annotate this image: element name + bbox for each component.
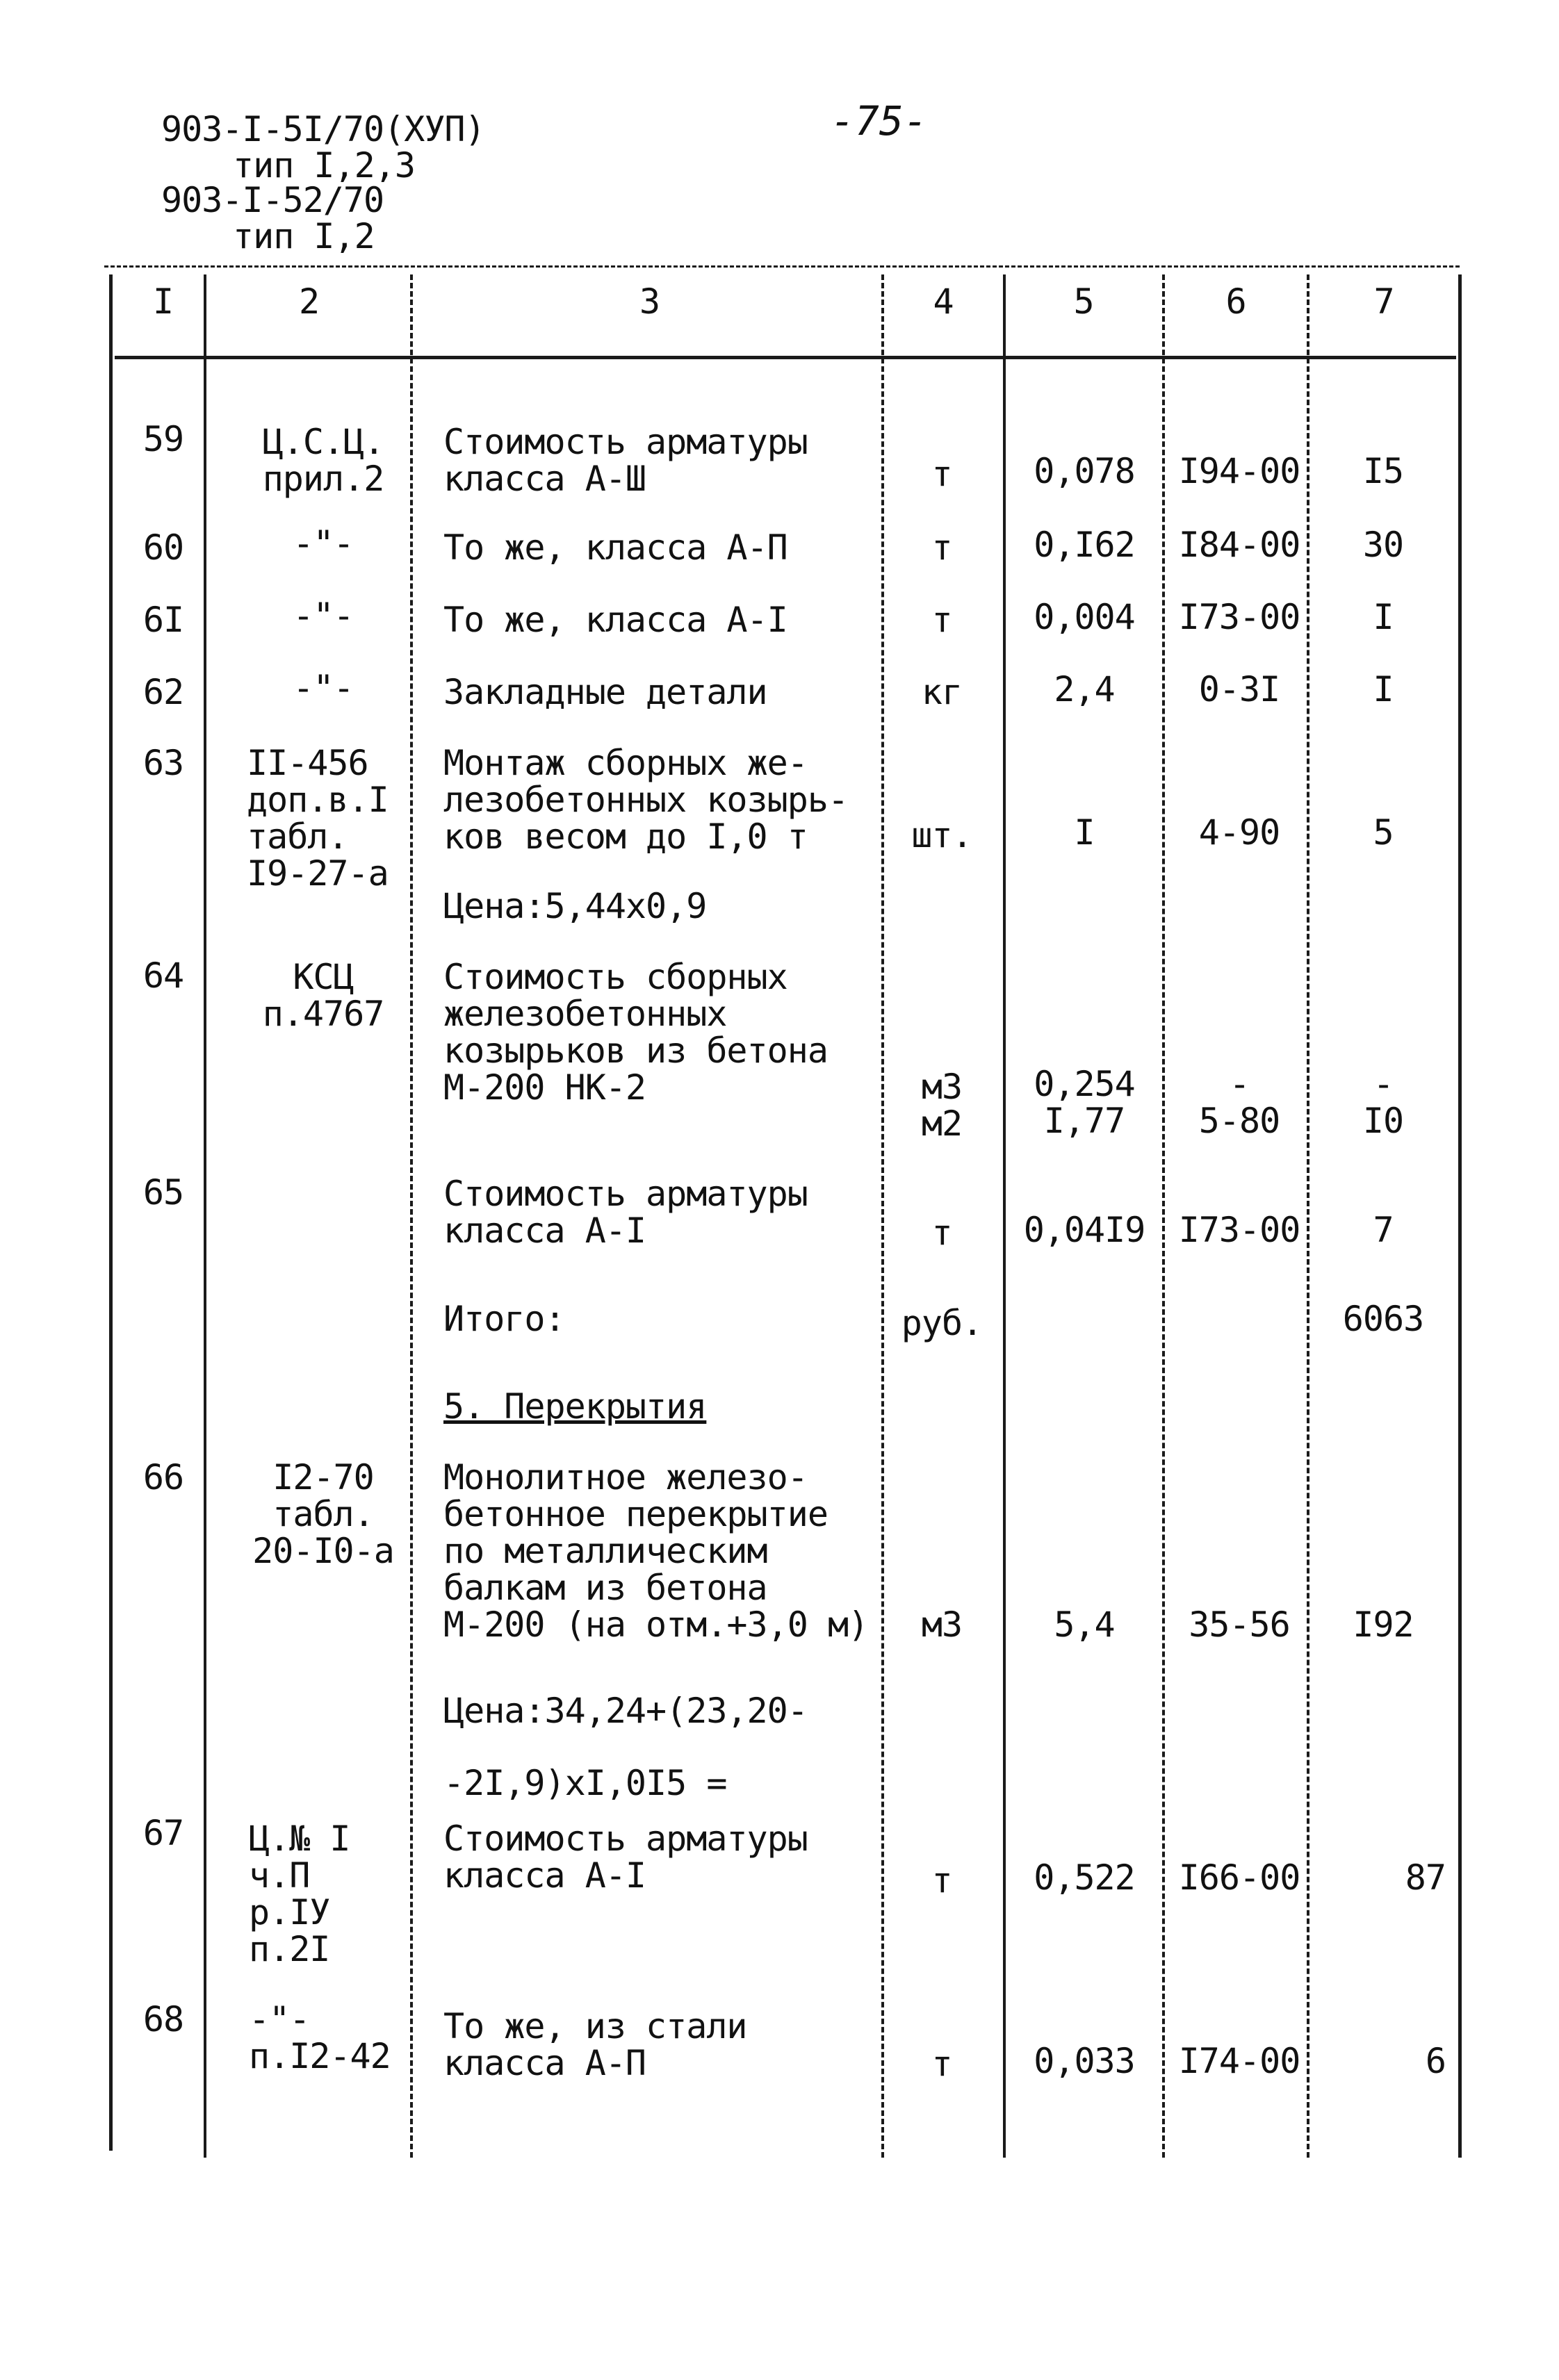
section-heading: 5. Перекрытия (443, 1386, 707, 1427)
row-67-desc: Стоимость арматуры класса А-I (443, 1819, 808, 1896)
col-header-6: 6 (1225, 281, 1247, 322)
row-59-num: 59 (142, 419, 184, 459)
row-59-total: I5 (1362, 451, 1404, 491)
row-64-qty: 0,254 I,77 (1034, 1064, 1135, 1141)
row-66-total: I92 (1353, 1605, 1414, 1645)
row-65-qty: 0,04I9 (1023, 1210, 1145, 1250)
row-63-num: 63 (142, 743, 184, 783)
col-header-4: 4 (933, 281, 954, 322)
row-63-price-note: Цена:5,44х0,9 (443, 886, 707, 926)
row-62-ref: -"- (293, 668, 354, 708)
row-64-total: - I0 (1362, 1064, 1404, 1141)
row-61-price: I73-00 (1178, 597, 1300, 637)
col-header-7: 7 (1373, 281, 1395, 322)
row-66-qty: 5,4 (1054, 1605, 1115, 1645)
row-62-total: I (1373, 669, 1394, 709)
row-62-desc: Закладные детали (443, 672, 767, 712)
row-68-qty: 0,033 (1034, 2041, 1135, 2081)
row-65-desc: Стоимость арматуры класса А-I (443, 1174, 808, 1251)
row-63-unit: шт. (911, 815, 972, 855)
row-66-desc: Монолитное железо- бетонное перекрытие по металлическим балкам из бетона М-200 (на отм.+3,0 м) (443, 1457, 869, 1645)
row-63-price: 4-90 (1198, 812, 1280, 853)
row-68-total: 6 (1425, 2041, 1446, 2081)
table-header-rule (115, 356, 1456, 359)
row-61-total: I (1373, 597, 1394, 637)
row-64-num: 64 (142, 955, 184, 996)
row-67-num: 67 (142, 1813, 184, 1853)
row-60-total: 30 (1362, 525, 1404, 565)
row-61-desc: То же, класса А-I (443, 600, 787, 640)
project-type-1: тип I,2,3 (233, 145, 415, 186)
row-66-price: 35-56 (1189, 1605, 1290, 1645)
row-63-total: 5 (1373, 812, 1394, 853)
row-59-qty: 0,078 (1034, 451, 1135, 491)
row-67-unit: т (931, 1860, 952, 1901)
col-header-2: 2 (298, 281, 320, 322)
col-header-3: 3 (639, 281, 661, 322)
table-top-rule (104, 265, 1460, 268)
row-59-ref: Ц.С.Ц. прил.2 (262, 422, 384, 499)
project-code-1: 903-I-5I/70(ХУП) (161, 109, 485, 149)
row-63-qty: I (1074, 812, 1095, 853)
row-65-unit: т (931, 1213, 952, 1253)
project-type-2: тип I,2 (233, 216, 375, 256)
row-68-unit: т (931, 2044, 952, 2084)
row-60-unit: т (931, 527, 952, 568)
row-66-price-note: Цена:34,24+(23,20- -2I,9)хI,0I5 = (443, 1691, 808, 1803)
row-68-ref: -"- п.I2-42 (249, 1999, 391, 2076)
row-67-total: 87 (1405, 1857, 1446, 1898)
col-border-7 (1458, 274, 1462, 2158)
row-68-desc: То же, из стали класса А-П (443, 2006, 747, 2083)
row-62-unit: кг (921, 672, 963, 712)
row-66-unit: м3 (921, 1605, 963, 1645)
row-60-ref: -"- (293, 523, 354, 564)
row-61-ref: -"- (293, 596, 354, 636)
page-number: -75- (831, 97, 928, 145)
row-66-ref: I2-70 табл. 20-I0-а (252, 1457, 394, 1571)
row-67-qty: 0,522 (1034, 1857, 1135, 1898)
row-65-price: I73-00 (1178, 1210, 1300, 1250)
row-62-price: 0-3I (1198, 669, 1280, 709)
col-border-0 (109, 274, 113, 2151)
row-64-ref: КСЦ п.4767 (262, 957, 384, 1034)
row-61-unit: т (931, 600, 952, 640)
row-60-qty: 0,I62 (1034, 525, 1135, 565)
row-59-desc: Стоимость арматуры класса А-Ш (443, 422, 808, 499)
row-68-price: I74-00 (1178, 2041, 1300, 2081)
row-61-num: 6I (142, 600, 184, 640)
row-62-qty: 2,4 (1054, 669, 1115, 709)
row-67-price: I66-00 (1178, 1857, 1300, 1898)
row-65-total: 7 (1373, 1210, 1394, 1250)
row-66-num: 66 (142, 1457, 184, 1497)
row-59-unit: т (931, 454, 952, 494)
row-63-ref: II-456 доп.в.I табл. I9-27-а (247, 743, 389, 894)
row-68-num: 68 (142, 1999, 184, 2040)
row-64-price: - 5-80 (1198, 1064, 1280, 1141)
row-60-price: I84-00 (1178, 525, 1300, 565)
row-62-num: 62 (142, 672, 184, 712)
row-63-desc: Монтаж сборных же- лезобетонных козырь- ков весом до I,0 т (443, 743, 849, 857)
row-61-qty: 0,004 (1034, 597, 1135, 637)
row-65-num: 65 (142, 1172, 184, 1213)
row-60-num: 60 (142, 527, 184, 568)
project-code-2: 903-I-52/70 (161, 180, 384, 220)
subtotal-value: 6063 (1342, 1299, 1424, 1339)
subtotal-label: Итого: (443, 1299, 565, 1339)
row-60-desc: То же, класса А-П (443, 527, 787, 568)
row-59-price: I94-00 (1178, 451, 1300, 491)
subtotal-unit: руб. (901, 1303, 983, 1343)
row-64-unit: м3 м2 (921, 1067, 963, 1144)
row-67-ref: Ц.№ I ч.П р.IУ п.2I (249, 1819, 350, 1969)
row-64-desc: Стоимость сборных железобетонных козырьков из бетона М-200 НК-2 (443, 957, 828, 1108)
col-header-5: 5 (1073, 281, 1095, 322)
col-header-1: I (152, 281, 174, 322)
